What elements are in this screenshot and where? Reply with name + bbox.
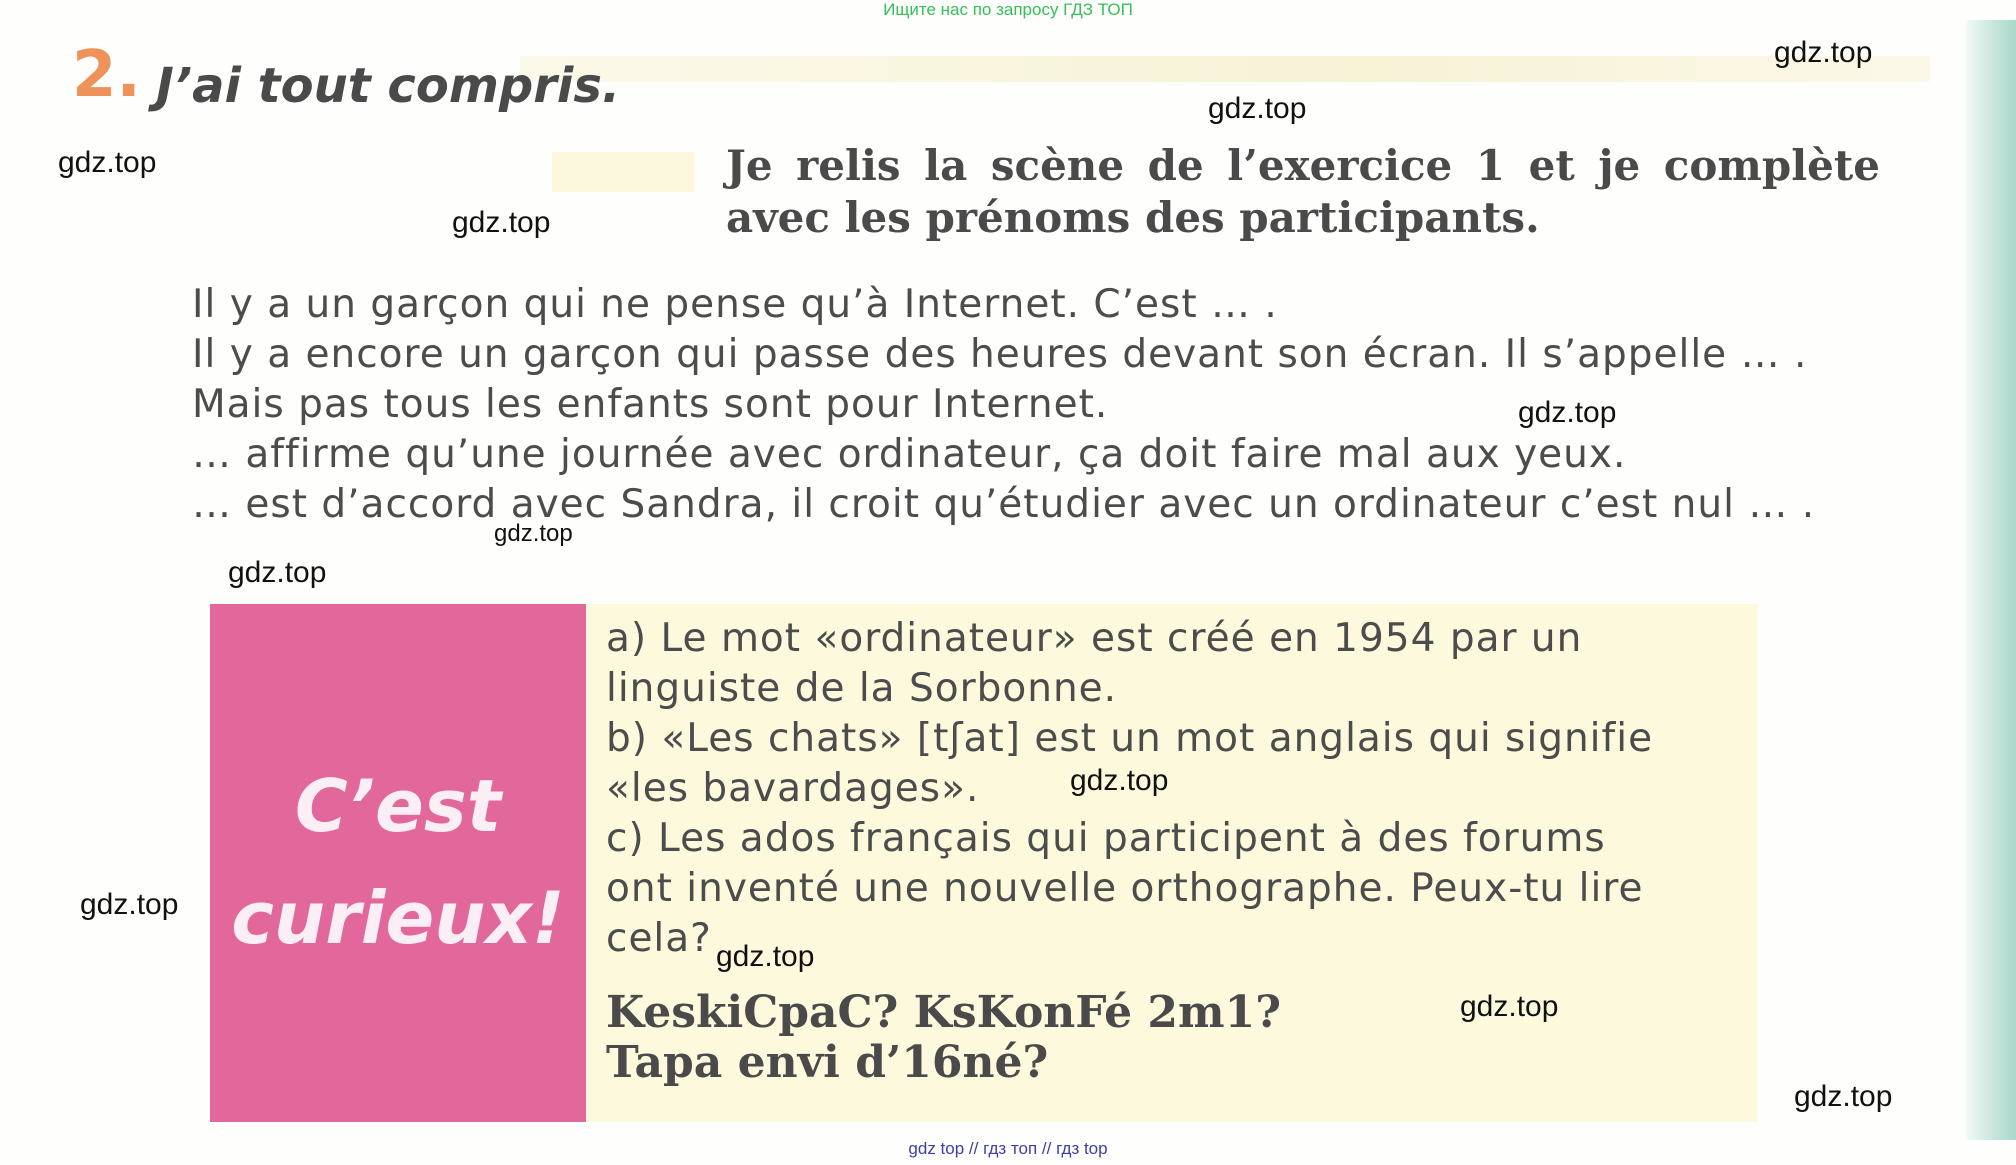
riddle-line: Tapa envi d’16né? xyxy=(606,1037,1049,1088)
riddle-text xyxy=(606,988,1606,1088)
sentence-line: Il y a un garçon qui ne pense qu’à Internet. C’est … . xyxy=(192,282,1278,327)
fact-line: cela? xyxy=(606,916,712,961)
fact-line: ont inventé une nouvelle orthographe. Peux-tu lire xyxy=(606,866,1644,911)
watermark: gdz.top xyxy=(452,206,551,239)
top-banner: Ищите нас по запросу ГДЗ ТОП xyxy=(883,0,1133,19)
watermark: gdz.top xyxy=(1794,1080,1893,1113)
fact-line: b) «Les chats» [tʃat] est un mot anglais qui signifie xyxy=(606,716,1654,761)
watermark: gdz.top xyxy=(80,888,179,921)
fact-line: «les bavardages». xyxy=(606,766,980,811)
watermark: gdz.top xyxy=(58,146,157,179)
watermark: gdz.top xyxy=(494,520,573,547)
watermark: gdz.top xyxy=(1774,36,1873,69)
page-edge-strip xyxy=(1966,20,2016,1140)
highlight-mark xyxy=(552,152,694,192)
exercise-title: J’ai tout compris. xyxy=(156,58,621,114)
curious-title-line: curieux! xyxy=(231,876,565,960)
watermark: gdz.top xyxy=(1208,92,1307,125)
bottom-banner: gdz top // гдз топ // гдз top xyxy=(908,1139,1108,1158)
exercise-sentences xyxy=(192,280,1882,530)
sentence-line: Mais pas tous les enfants sont pour Internet. xyxy=(192,382,1109,427)
watermark: gdz.top xyxy=(716,940,815,973)
fact-line: a) Le mot «ordinateur» est créé en 1954 par un xyxy=(606,616,1583,661)
sentence-line: … affirme qu’une journée avec ordinateur, ça doit faire mal aux yeux. xyxy=(192,432,1627,477)
watermark: gdz.top xyxy=(228,556,327,589)
sentence-line: Il y a encore un garçon qui passe des heures devant son écran. Il s’appelle … . xyxy=(192,332,1808,377)
watermark: gdz.top xyxy=(1518,396,1617,429)
riddle-line: KeskiCpaC? KsKonFé 2m1? xyxy=(606,987,1281,1038)
exercise-instruction xyxy=(726,140,1880,244)
title-underline-bar xyxy=(520,56,1930,82)
instruction-line: avec les prénoms des participants. xyxy=(726,193,1540,242)
instruction-line: Je relis la scène de l’exercice 1 et je complète xyxy=(726,141,1880,190)
curious-title-line: C’est xyxy=(294,764,502,848)
curious-title xyxy=(210,750,586,974)
exercise-number: 2. xyxy=(72,38,141,112)
curious-facts xyxy=(606,614,1738,964)
watermark: gdz.top xyxy=(1460,990,1559,1023)
sentence-line: … est d’accord avec Sandra, il croit qu’étudier avec un ordinateur c’est nul … . xyxy=(192,482,1816,527)
fact-line: linguiste de la Sorbonne. xyxy=(606,666,1118,711)
watermark: gdz.top xyxy=(1070,764,1169,797)
fact-line: c) Les ados français qui participent à des forums xyxy=(606,816,1606,861)
